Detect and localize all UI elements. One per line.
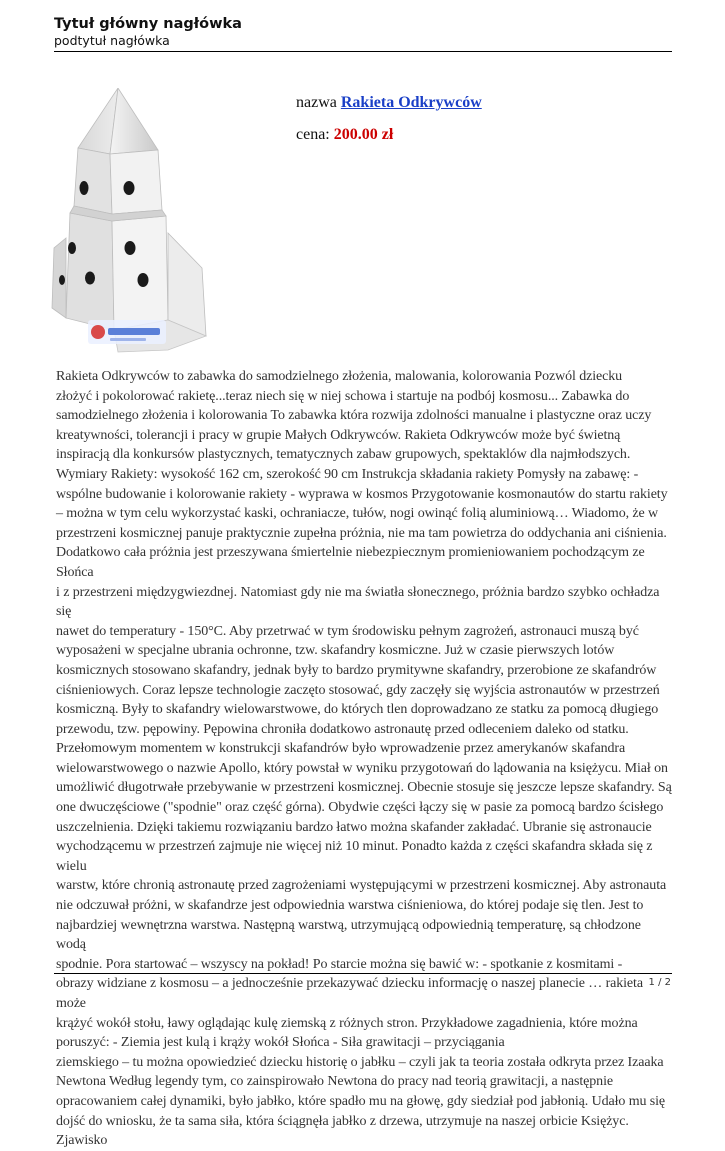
header-title: Tytuł główny nagłówka [54,16,242,32]
product-price-label: cena: [296,126,330,143]
product-price-row [296,125,482,145]
header-subtitle: podtytuł nagłówka [54,33,170,48]
product-description: Rakieta Odkrywców to zabawka do samodzielnego złożenia, malowania, kolorowania Pozwól dziecku złożyć i pokolorować rakietę...teraz niech się w niej schowa i startuje na podbój kosmosu... Zabawka do samodzielnego złożenia i kolorowania To zabawka która rozwija zdolności manualne i plastyczne oraz uczy kreatywności, tolerancji i pracy w grupie Małych Odkrywców. Rakieta Odkrywców może być świetną inspiracją dla konkursów plastycznych, tematycznych zabaw grupowych, spektaklów dla najmłodszych. Wymiary Rakiety: wysokość 162 cm, szerokość 90 cm Instrukcja składania rakiety Pomysły na zabawę: - wspólne budowanie i kolorowanie rakiety - wyprawa w kosmos Przygotowanie kosmonautów do startu rakiety – można w tym celu wykorzystać kaski, ochraniacze, tułów, nogi owinąć folią aluminiową… Wiadomo, że w przestrzeni kosmicznej panuje praktycznie zupełna próżnia, nie ma tam powietrza do oddychania ani ciśnienia. Dodatkowo cała próżnia jest przeszywana śmiertelnie niebezpiecznym promieniowaniem pochodzącym ze Słońca i z przestrzeni międzygwiezdnej. Natomiast gdy nie ma światła słonecznego, próżnia bardzo szybko ochładza się nawet do temperatury - 150°C. Aby przetrwać w tym środowisku pełnym zagrożeń, astronauci muszą być wyposażeni w specjalne ubrania ochronne, tzw. skafandry kosmiczne. Już w czasie pierwszych lotów kosmicznych stosowano skafandry, jednak były to bardzo prymitywne skafandry, przerobione ze skafandrów ciśnieniowych. Coraz lepsze technologie zaczęto stosować, gdy zaczęły się wyjścia astronautów w przestrzeń kosmiczną. Były to skafandry wielowarstwowe, do których tlen doprowadzano ze statku za pomocą długiego przewodu, tzw. pępowiny. Pępowina chroniła dodatkowo astronautę przed odleceniem daleko od statku. Przełomowym momentem w konstrukcji skafandrów było wprowadzenie przez amerykanów skafandra wielowarstwowego o nazwie Apollo, który powstał w wyniku przygotowań do lądowania na księżycu. Miał on umożliwić długotrwałe przebywanie w przestrzeni kosmicznej. Obecnie stosuje się jeszcze lepsze skafandry. Są one dwuczęściowe ("spodnie" oraz część górna). Obydwie części łączy się w pasie za pomocą bardzo ścisłego uszczelnienia. Dzięki takiemu rozwiązaniu bardzo łatwo można skafander zakładać. Ubranie się astronaucie wychodzącemu w przestrzeń zajmuje nie więcej niż 10 minut. Ponadto każda z części skafandra składa się z wielu warstw, które chronią astronautę przed zagrożeniami występującymi w przestrzeni kosmicznej. Aby astronauta nie odczuwał próżni, w skafandrze jest odpowiednia warstwa ciśnieniowa, do której podaje się tlen. Jest to najbardziej wewnętrzna warstwa. Następną warstwą, utrzymującą odpowiednią temperaturę, są chłodzone wodą spodnie. Pora startować – wszyscy na pokład! Po starcie można się bawić w: - spotkanie z kosmitami - obrazy widziane z kosmosu – a jednocześnie przekazywać dziecku informację o naszej planecie … rakieta może krążyć wokół stołu, ławy oglądając kulę ziemską z różnych stron. Przykładowe zagadnienia, które można poruszyć: - Ziemia jest kulą i krąży wokół Słońca - Siła grawitacji – przyciągania ziemskiego – tu można opowiedzieć dziecku historię o jabłku – czyli jak ta teoria została odkryta przez Izaaka Newtona Według legendy tym, co zainspirowało Newtona do pracy nad teorią grawitacji, a następnie opracowaniem całej dynamiki, było jabłko, które spadło mu na głowę, gdy siedział pod jabłonią. Udało mu się dojść do wniosku, że ta sama siła, która ściągnęła jabłko z drzewa, utrzymuje na naszej orbicie Księżyc. Zjawisko [56,369,672,1149]
rocket-image-icon [48,88,218,358]
page-header [54,15,672,49]
product-name-row [296,93,482,113]
header-divider [54,51,672,52]
product-name-label: nazwa [296,94,337,111]
page-number: 1 / 2 [648,977,671,988]
product-price-value: 200.00 zł [333,126,394,143]
footer-divider [54,973,672,974]
product-name-link[interactable]: Rakieta Odkrywców [340,94,482,111]
product-info [296,93,482,157]
